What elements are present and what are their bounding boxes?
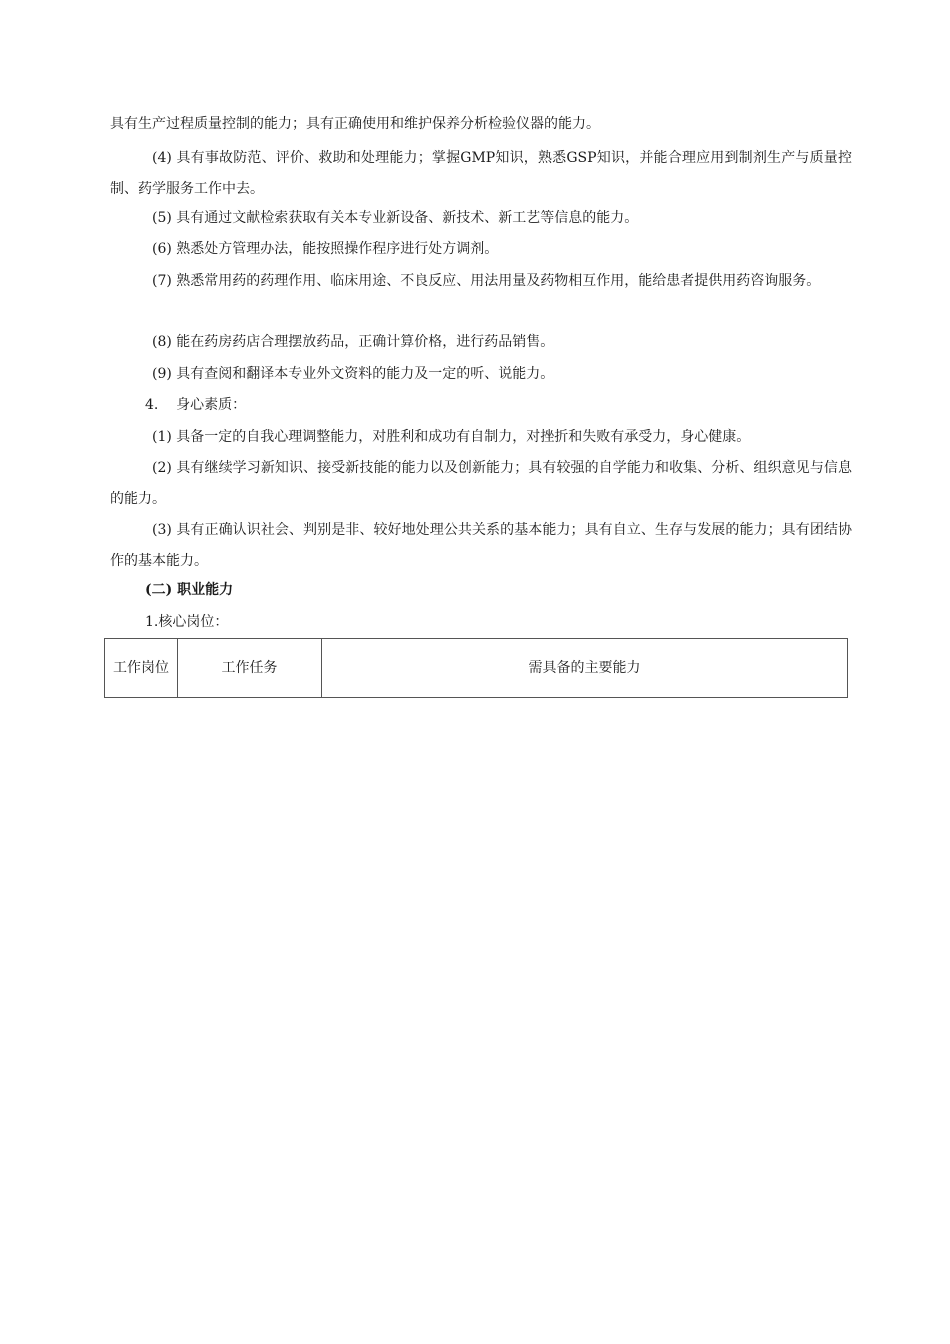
table-header-row xyxy=(105,639,848,698)
section-4-title: 4. 身心素质： xyxy=(145,397,247,413)
core-positions-table xyxy=(104,638,848,698)
paragraph-wellbeing-2: (2) 具有继续学习新知识、接受新技能的能力以及创新能力；具有较强的自学能力和收集、分析、组织意见与信息的能力。 xyxy=(110,460,852,507)
paragraph-item-4: (4) 具有事故防范、评价、救助和处理能力；掌握GMP知识，熟悉GSP知识，并能合理应用到制剂生产与质量控制、药学服务工作中去。 xyxy=(110,150,852,197)
paragraph-item-9: (9) 具有查阅和翻译本专业外文资料的能力及一定的听、说能力。 xyxy=(152,366,555,382)
paragraph-wellbeing-1: (1) 具备一定的自我心理调整能力，对胜利和成功有自制力，对挫折和失败有承受力，身心健康。 xyxy=(152,429,751,445)
paragraph-item-7: (7) 熟悉常用药的药理作用、临床用途、不良反应、用法用量及药物相互作用，能给患者提供用药咨询服务。 xyxy=(152,273,821,289)
paragraph-item-5: (5) 具有通过文献检索获取有关本专业新设备、新技术、新工艺等信息的能力。 xyxy=(152,210,639,226)
paragraph-continuation: 具有生产过程质量控制的能力；具有正确使用和维护保养分析检验仪器的能力。 xyxy=(110,116,600,132)
paragraph-wellbeing-3: (3) 具有正确认识社会、判别是非、较好地处理公共关系的基本能力；具有自立、生存与发展的能力；具有团结协作的基本能力。 xyxy=(110,522,852,569)
table-header-cell: 需具备的主要能力 xyxy=(322,639,848,698)
paragraph-item-6: (6) 熟悉处方管理办法，能按照操作程序进行处方调剂。 xyxy=(152,241,499,257)
table-header-cell: 工作任务 xyxy=(178,639,322,698)
table-header-cell: 工作岗位 xyxy=(105,639,178,698)
section-subheading: 1.核心岗位： xyxy=(145,614,229,630)
section-heading: (二) 职业能力 xyxy=(145,582,234,598)
paragraph-item-8: (8) 能在药房药店合理摆放药品，正确计算价格，进行药品销售。 xyxy=(152,334,555,350)
